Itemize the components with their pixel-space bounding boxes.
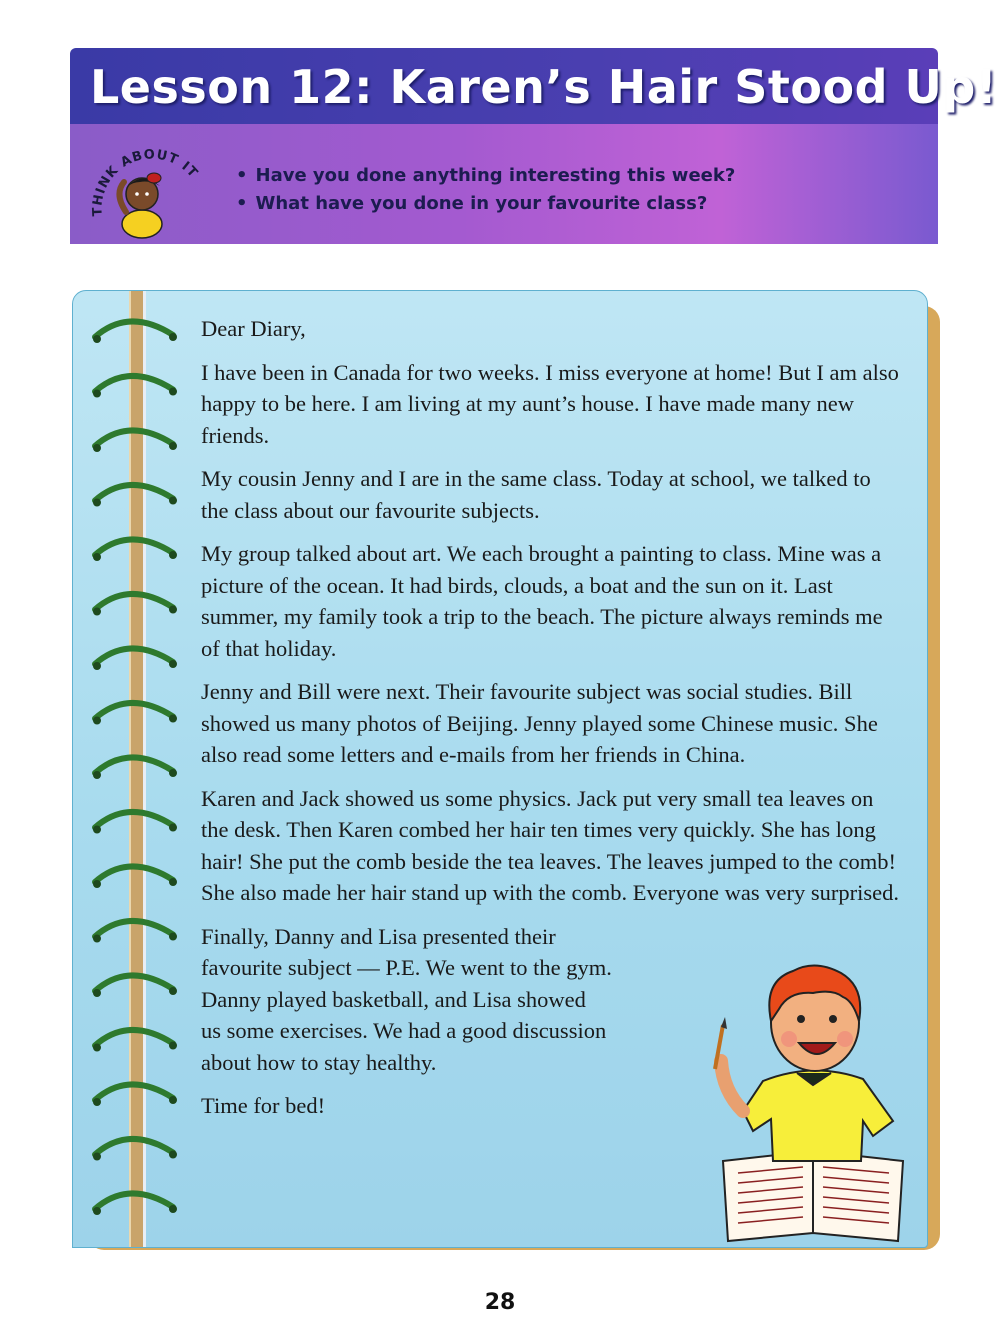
spiral-ring <box>93 1139 177 1161</box>
diary-paragraph: I have been in Canada for two weeks. I miss everyone at home! But I am also happy to be here. I am living at my aunt’s house. I have made many new friends. <box>201 359 899 448</box>
lesson-title-bar <box>70 48 998 124</box>
lesson-title: Lesson 12: Karen’s Hair Stood Up! <box>90 60 998 114</box>
boy-reading-illustration <box>693 961 933 1251</box>
diary-notebook <box>72 290 928 1248</box>
spiral-ring <box>93 430 177 452</box>
diary-line: us some exercises. We had a good discussion <box>201 1018 607 1043</box>
diary-paragraph: My group talked about art. We each brought a painting to class. Mine was a picture of the ocean. It had birds, clouds, a boat and the sun on it. Last summer, my family took a trip to the beach. The picture always reminds me of that holiday. <box>201 541 883 661</box>
think-question: • Have you done anything interesting this week? <box>236 162 735 190</box>
spiral-ring <box>93 1084 177 1106</box>
diary-line: about how to stay healthy. <box>201 1049 437 1075</box>
spiral-ring <box>93 757 177 779</box>
think-questions-list <box>236 162 735 218</box>
spiral-ring <box>93 975 177 997</box>
diary-paragraph: My cousin Jenny and I are in the same class. Today at school, we talked to the class about our favourite subjects. <box>201 466 871 523</box>
spiral-binding <box>89 291 181 1247</box>
diary-greeting: Dear Diary, <box>201 316 306 341</box>
spiral-ring <box>93 648 177 670</box>
spiral-ring <box>93 321 177 343</box>
spiral-ring <box>93 921 177 943</box>
thinking-child-icon <box>80 132 220 240</box>
spiral-ring <box>93 485 177 507</box>
think-about-it-panel <box>70 124 938 244</box>
diary-paragraph: Jenny and Bill were next. Their favourite subject was social studies. Bill showed us many photos of Beijing. Jenny played some Chinese music. She also read some letters and e-mails from her friends in China. <box>201 679 878 767</box>
spiral-ring <box>93 594 177 616</box>
diary-line: Danny played basketball, and Lisa showed <box>201 986 586 1012</box>
diary-line: Finally, Danny and Lisa presented their <box>201 923 556 949</box>
spiral-ring <box>93 812 177 834</box>
spiral-ring <box>93 376 177 398</box>
diary-paragraph: Karen and Jack showed us some physics. Jack put very small tea leaves on the desk. Then Karen combed her hair ten times very quickly. She has long hair! She put the comb beside the tea leaves. The leaves jumped to the comb! She also made her hair stand up with the comb. Everyone was very surprised. <box>201 785 899 905</box>
think-question: • What have you done in your favourite class? <box>236 190 735 218</box>
page-number: 28 <box>484 1290 516 1315</box>
diary-line: favourite subject — P.E. We went to the gym. <box>201 955 612 980</box>
think-badge-text: THINK ABOUT IT <box>90 147 201 217</box>
spiral-ring <box>93 539 177 561</box>
diary-closing: Time for bed! <box>201 1093 326 1118</box>
spiral-ring <box>93 703 177 725</box>
spiral-ring <box>93 866 177 888</box>
spiral-ring <box>93 1193 177 1215</box>
spiral-ring <box>93 1030 177 1052</box>
